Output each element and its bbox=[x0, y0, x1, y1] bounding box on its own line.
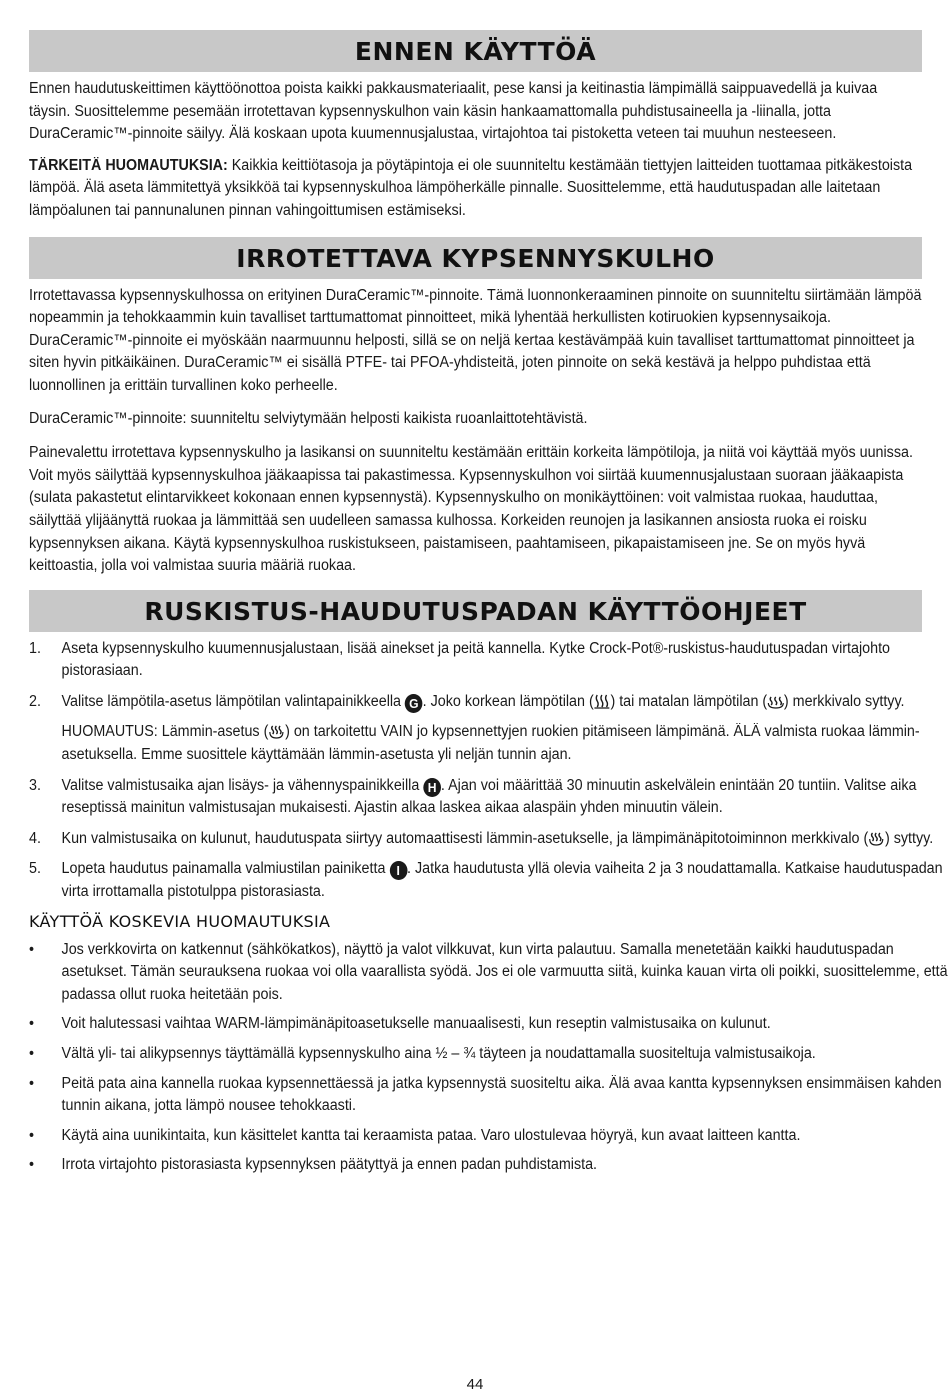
high-heat-icon bbox=[594, 693, 611, 709]
button-h-icon: H bbox=[423, 778, 441, 797]
manual-page bbox=[29, 30, 948, 1184]
step-text: Kun valmistusaika on kulunut, haudutuspata siirtyy automaattisesti lämmin-asetukselle, ja lämpimänäpitotoiminnon merkkivalo ( bbox=[61, 829, 869, 847]
step-number: 3. bbox=[29, 776, 41, 794]
instruction-step bbox=[29, 638, 950, 683]
step-text: Lopeta haudutus painamalla valmiustilan painiketta bbox=[61, 860, 390, 878]
before-use-paragraph: Ennen haudutuskeittimen käyttöönottoa poista kaikki pakkausmateriaalit, pese kansi ja keitinastia lämpimällä saippuavedellä ja kuivaa täysin. Suosittelemme pesemään irrotettavan kypsennyskulhon vain käsin hankaamattomalla puhdistusaineella ja -liinalla, jotta DuraCeramic™-pinnoite säilyy. Älä koskaan upota kuumennusjalustaa, virtajohtoa tai pistoketta veteen tai muuhun nesteeseen. bbox=[29, 80, 878, 143]
usage-note-text: Peitä pata aina kannella ruokaa kypsennettäessä ja jatka kypsennystä suositeltu aika. Älä avaa kantta kypsennyksen ensimmäisen kahden tunnin aikana, jotta lämpö nousee tehokkaasti. bbox=[61, 1074, 942, 1115]
step-number: 4. bbox=[29, 829, 41, 847]
bullet-icon: • bbox=[29, 1045, 35, 1062]
important-notes-paragraph bbox=[29, 155, 922, 223]
step-text: Valitse valmistusaika ajan lisäys- ja vähennyspainikkeilla bbox=[61, 776, 424, 794]
warm-setting-icon bbox=[868, 830, 885, 846]
usage-note bbox=[29, 1125, 950, 1148]
step-text: . Jatka haudutusta yllä olevia vaiheita 2 ja 3 noudattamalla. Katkaise haudutuspadan virta irrottamalla pistotulppa pistorasiasta. bbox=[61, 860, 943, 901]
bullet-icon: • bbox=[29, 1156, 35, 1174]
step-text: Valitse lämpötila-asetus lämpötilan valintapainikkeella bbox=[61, 692, 405, 710]
page-number: 44 bbox=[466, 1376, 484, 1393]
button-i-icon: I bbox=[389, 861, 407, 880]
step-text: ) syttyy. bbox=[884, 829, 934, 847]
instruction-step bbox=[29, 691, 950, 714]
section-heading-before-use: ENNEN KÄYTTÖÄ bbox=[29, 30, 922, 72]
bullet-icon: • bbox=[29, 1126, 35, 1144]
note-text: HUOMAUTUS: Lämmin-asetus ( bbox=[61, 723, 269, 741]
usage-note-text: Voit halutessasi vaihtaa WARM-lämpimänäpitoasetukselle manuaalisesti, kun reseptin valmistusaika on kulunut. bbox=[61, 1015, 771, 1033]
instruction-steps bbox=[29, 638, 943, 904]
instruction-step bbox=[29, 858, 950, 903]
step-text: . Ajan voi määrittää 30 minuutin askelvälein enintään 20 tuntiin. Valitse aika reseptissä mainitun valmistusajan mukaisesti. Ajastin alkaa laskea aikaa alaspäin yhden minuutin välein. bbox=[61, 776, 917, 817]
step-text: ) tai matalan lämpötilan ( bbox=[610, 692, 768, 710]
section-heading-removable-bowl: IRROTETTAVA KYPSENNYSKULHO bbox=[29, 237, 922, 279]
usage-note-text: Jos verkkovirta on katkennut (sähkökatkos), näyttö ja valot vilkkuvat, kun virta palautuu. Samalla menetetään kaikki haudutuspadan asetukset. Tämän seurauksena ruokaa voi olla vaarallista syödä. Jos ei ole varmuutta siitä, kuinka kauan virta oli poikki, suosittelemme, että padassa ollut ruoka heitetään pois. bbox=[61, 940, 948, 1003]
step-number: 2. bbox=[29, 692, 41, 710]
usage-notes-list bbox=[29, 939, 948, 1177]
usage-note bbox=[29, 1073, 950, 1118]
warm-setting-note bbox=[29, 721, 950, 766]
section-heading-instructions: RUSKISTUS-HAUDUTUSPADAN KÄYTTÖOHJEET bbox=[29, 590, 922, 632]
usage-note-text: Käytä aina uunikintaita, kun käsittelet kantta tai keraamista pataa. Varo ulostulevaa höyryä, kun avaat laitteen kantta. bbox=[61, 1126, 801, 1144]
step-text: Aseta kypsennyskulho kuumennusjalustaan, lisää ainekset ja peitä kannella. Kytke Crock-Pot®-ruskistus-haudutuspadan virtajohto pistorasiaan. bbox=[61, 639, 891, 680]
usage-note bbox=[29, 1154, 950, 1177]
usage-note bbox=[29, 1043, 950, 1066]
button-g-icon: G bbox=[405, 694, 423, 713]
usage-note bbox=[29, 1013, 950, 1036]
warm-setting-icon bbox=[268, 723, 285, 739]
step-number: 1. bbox=[29, 639, 41, 657]
instruction-step bbox=[29, 775, 950, 820]
low-heat-icon bbox=[767, 693, 784, 709]
usage-note bbox=[29, 939, 950, 1007]
removable-bowl-paragraph-3: Painevalettu irrotettava kypsennyskulho ja lasikansi on suunniteltu kestämään erittäin korkeita lämpötiloja, ja niitä voi käyttää myös uunissa. Voit myös säilyttää kypsennyskulhoa jääkaapissa tai pakastimessa. Kypsennyskulhon voi siirtää kuumennusjalustaan suoraan jääkaapista (sulata pakastetut elintarvikkeet kokonaan ennen kypsennystä). Kypsennyskulho on monikäyttöinen: voit valmistaa ruokaa, hauduttaa, säilyttää ylijäänyttä ruokaa ja lämmittää sen uudelleen samassa kulhossa. Korkeiden reunojen ja lasikannen ansiosta ruoka ei roisku kypsennyksen aikana. Käytä kypsennyskulhoa ruskistukseen, paistamiseen, paahtamiseen, pikapaistamiseen jne. Se on myös hyvä keittoastia, jolla voi valmistaa suuria määriä ruokaa. bbox=[29, 444, 913, 575]
removable-bowl-paragraph-2: DuraCeramic™-pinnoite: suunniteltu selviytymään helposti kaikista ruoanlaittotehtävistä. bbox=[29, 409, 588, 427]
bullet-icon: • bbox=[29, 1015, 35, 1033]
important-notes-text: Kaikkia keittiötasoja ja pöytäpintoja ei ole suunniteltu kestämään tiettyjen laitteiden tuottamaa pitkäkestoista lämpöä. Älä aseta lämmitettyä yksikköä tai kypsennyskulhoa lämpöherkälle pinnalle. Suosittelemme, että haudutuspadan alle laitetaan lämpöalunen tai pannunalunen pinnan vahingoittumisen estämiseksi. bbox=[29, 156, 913, 219]
step-text: ) merkkivalo syttyy. bbox=[783, 692, 905, 710]
removable-bowl-paragraph-1: Irrotettavassa kypsennyskulhossa on erityinen DuraCeramic™-pinnoite. Tämä luonnonkeraaminen pinnoite on suunniteltu siirtämään lämpöä nopeammin ja tehokkaammin kuin tavalliset tarttumattomat pinnoitteet, mikä lyhentää herkullisten kotiruokien kypsennysaikoja. DuraCeramic™-pinnoite ei myöskään naarmuunnu helposti, sillä se on neljä kertaa kestävämpää kuin tavalliset tarttumattomat pinnoitteet ja siten hyvin pitkäikäinen. DuraCeramic™ ei sisällä PTFE- tai PFOA-yhdisteitä, joten pinnoite on sekä kestävä ja helppo puhdistaa että luonnollinen ja erittäin turvallinen koko perheelle. bbox=[29, 286, 922, 394]
important-notes-label: TÄRKEITÄ HUOMAUTUKSIA: bbox=[29, 156, 228, 174]
usage-notes-heading: KÄYTTÖÄ KOSKEVIA HUOMAUTUKSIA bbox=[29, 911, 331, 931]
bullet-icon: • bbox=[29, 1074, 35, 1092]
usage-note-text: Irrota virtajohto pistorasiasta kypsennyksen päätyttyä ja ennen padan puhdistamista. bbox=[61, 1156, 598, 1174]
usage-note-text: Vältä yli- tai alikypsennys täyttämällä kypsennyskulho aina ½ – ¾ täyteen ja noudattamalla suositeltuja valmistusaikoja. bbox=[61, 1045, 816, 1062]
note-text: ) on tarkoitettu VAIN jo kypsennettyjen ruokien pitämiseen lämpimänä. ÄLÄ valmista ruokaa lämmin-asetuksella. Emme suosittele käyttämään lämmin-asetusta yli neljän tunnin ajan. bbox=[61, 723, 920, 764]
step-text: . Joko korkean lämpötilan ( bbox=[422, 692, 594, 710]
instruction-step bbox=[29, 828, 950, 851]
step-number: 5. bbox=[29, 860, 41, 878]
bullet-icon: • bbox=[29, 940, 35, 958]
